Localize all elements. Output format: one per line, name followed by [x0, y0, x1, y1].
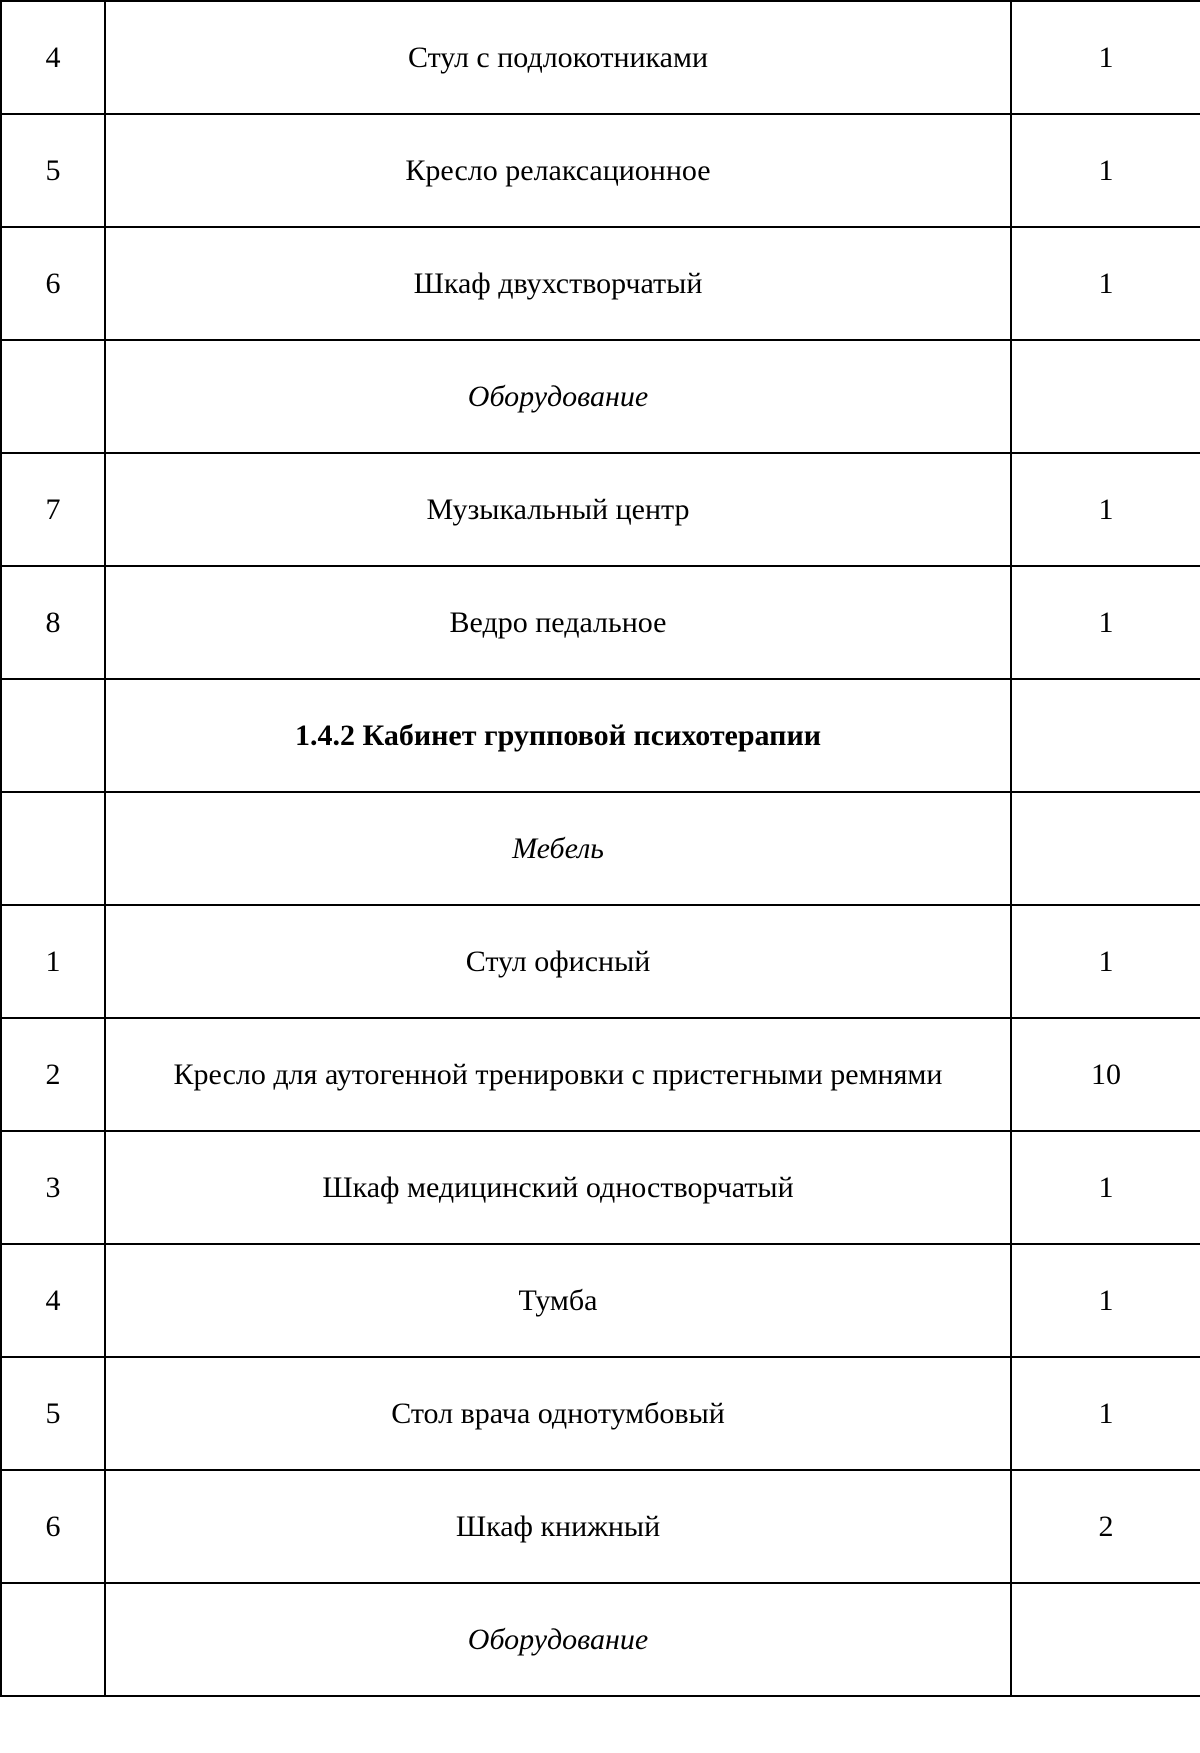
item-quantity: 2	[1011, 1470, 1200, 1583]
item-name: Стул офисный	[105, 905, 1011, 1018]
row-number	[1, 1583, 105, 1696]
subsection-row	[1, 792, 1200, 905]
item-name: Шкаф двухстворчатый	[105, 227, 1011, 340]
row-number: 8	[1, 566, 105, 679]
table-row	[1, 1131, 1200, 1244]
row-number: 5	[1, 1357, 105, 1470]
item-quantity	[1011, 1583, 1200, 1696]
subsection-row	[1, 340, 1200, 453]
row-number	[1, 679, 105, 792]
item-quantity	[1011, 792, 1200, 905]
table-row	[1, 566, 1200, 679]
table-row	[1, 905, 1200, 1018]
item-name: Кресло для аутогенной тренировки с пристегными ремнями	[105, 1018, 1011, 1131]
item-quantity: 1	[1011, 453, 1200, 566]
item-quantity: 1	[1011, 1, 1200, 114]
item-quantity: 1	[1011, 1357, 1200, 1470]
item-quantity: 1	[1011, 227, 1200, 340]
item-name: Музыкальный центр	[105, 453, 1011, 566]
section-heading: 1.4.2 Кабинет групповой психотерапии	[105, 679, 1011, 792]
row-number: 7	[1, 453, 105, 566]
row-number: 6	[1, 1470, 105, 1583]
item-quantity: 1	[1011, 1131, 1200, 1244]
row-number: 5	[1, 114, 105, 227]
row-number: 3	[1, 1131, 105, 1244]
table-row	[1, 1, 1200, 114]
item-name: Тумба	[105, 1244, 1011, 1357]
table-row	[1, 453, 1200, 566]
table-row	[1, 1357, 1200, 1470]
subsection-heading: Оборудование	[105, 340, 1011, 453]
item-quantity: 1	[1011, 566, 1200, 679]
subsection-heading: Мебель	[105, 792, 1011, 905]
row-number	[1, 340, 105, 453]
item-name: Шкаф книжный	[105, 1470, 1011, 1583]
table-row	[1, 114, 1200, 227]
section-row	[1, 679, 1200, 792]
row-number	[1, 792, 105, 905]
item-name: Стул с подлокотниками	[105, 1, 1011, 114]
item-name: Кресло релаксационное	[105, 114, 1011, 227]
row-number: 6	[1, 227, 105, 340]
subsection-heading: Оборудование	[105, 1583, 1011, 1696]
item-name: Ведро педальное	[105, 566, 1011, 679]
table-row	[1, 1244, 1200, 1357]
item-name: Шкаф медицинский одностворчатый	[105, 1131, 1011, 1244]
subsection-row	[1, 1583, 1200, 1696]
item-quantity	[1011, 340, 1200, 453]
item-quantity: 1	[1011, 1244, 1200, 1357]
table-row	[1, 1470, 1200, 1583]
row-number: 4	[1, 1244, 105, 1357]
item-quantity: 10	[1011, 1018, 1200, 1131]
table-row	[1, 1018, 1200, 1131]
row-number: 4	[1, 1, 105, 114]
item-name: Стол врача однотумбовый	[105, 1357, 1011, 1470]
item-quantity: 1	[1011, 114, 1200, 227]
item-quantity: 1	[1011, 905, 1200, 1018]
inventory-table-body	[1, 1, 1200, 1696]
table-row	[1, 227, 1200, 340]
item-quantity	[1011, 679, 1200, 792]
row-number: 2	[1, 1018, 105, 1131]
row-number: 1	[1, 905, 105, 1018]
